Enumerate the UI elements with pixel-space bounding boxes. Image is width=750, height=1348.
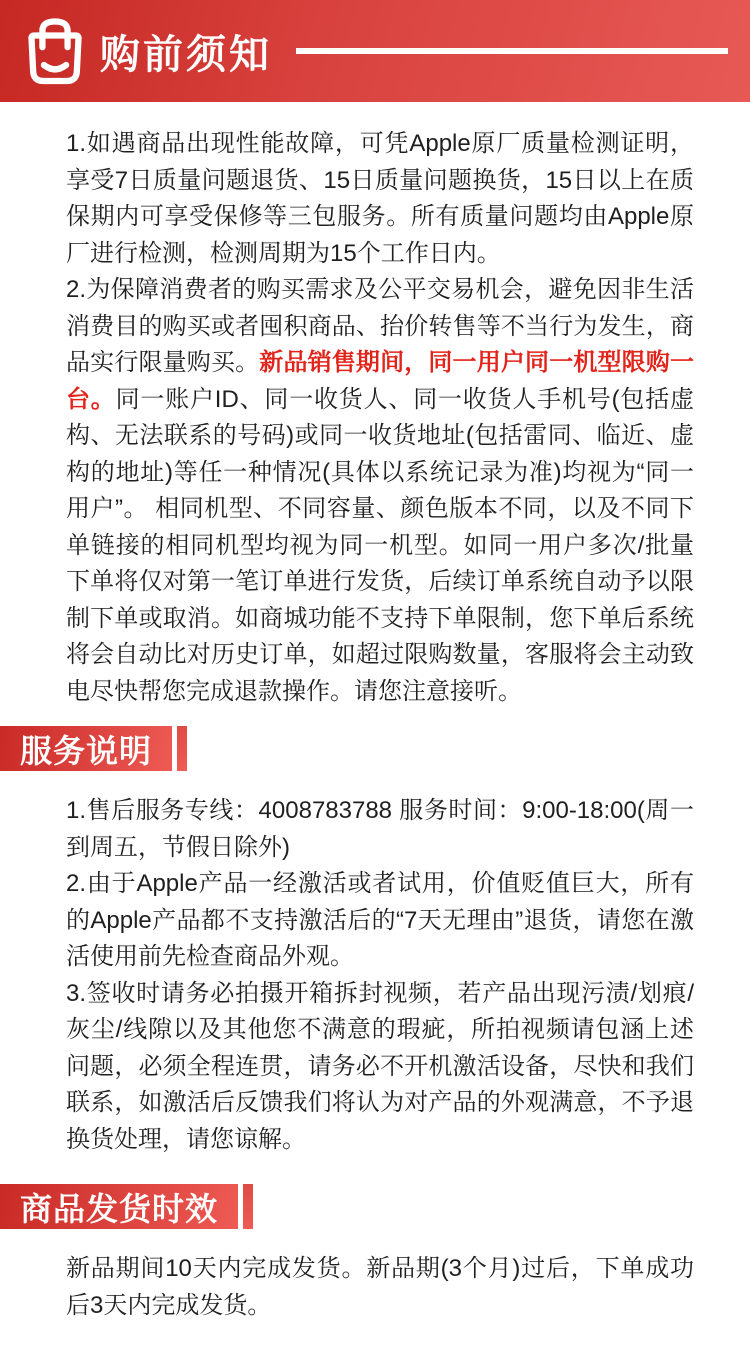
service-paragraph-hotline: 1.售后服务专线：4008783788 服务时间：9:00-18:00(周一到周五，节假日除外) <box>66 797 694 861</box>
service-section-banner <box>0 726 694 771</box>
notice-paragraph-limit <box>66 272 694 710</box>
service-paragraph-activation: 2.由于Apple产品一经激活或者试用，价值贬值巨大，所有的Apple产品都不支持激活后的“7天无理由”退货，请您在激活使用前先检查商品外观。 <box>66 870 694 970</box>
shipping-section-title: 商品发货时效 <box>0 1184 238 1229</box>
shipping-banner-accent-bar <box>243 1184 253 1229</box>
notice-limit-lead: 2.为保障消费者的购买需求及公平交易机会，避免因非生活消费目的购买或者囤积商品、抬价转售等不当行为发生，商品实行限量购买。 <box>66 276 694 376</box>
service-banner-accent-bar <box>177 726 187 771</box>
page-title: 购前须知 <box>100 32 272 77</box>
service-section-title: 服务说明 <box>0 726 172 771</box>
service-paragraph-unboxing: 3.签收时请务必拍摄开箱拆封视频，若产品出现污渍/划痕/灰尘/线隙以及其他您不满意的瑕疵，所拍视频请包涵上述问题，必须全程连贯，请务必不开机激活设备，尽快和我们联系，如激活后反馈我们将认为对产品的外观满意，不予退换货处理，请您谅解。 <box>66 979 694 1153</box>
notice-paragraph-quality: 1.如遇商品出现性能故障，可凭Apple原厂质量检测证明，享受7日质量问题退货、15日质量问题换货，15日以上在质保期内可享受保修等三包服务。所有质量问题均由Apple原厂进行检测，检测周期为15个工作日内。 <box>66 130 694 267</box>
pre-purchase-header <box>0 0 750 102</box>
notice-content <box>0 102 750 1348</box>
header-rule <box>296 48 728 54</box>
shipping-paragraph: 新品期间10天内完成发货。新品期(3个月)过后，下单成功后3天内完成发货。 <box>66 1255 694 1319</box>
shipping-section-banner <box>0 1184 694 1229</box>
notice-limit-rest: 同一账户ID、同一收货人、同一收货人手机号(包括虚构、无法联系的号码)或同一收货地址(包括雷同、临近、虚构的地址)等任一种情况(具体以系统记录为准)均视为“同一用户”。 相同机型、不同容量、颜色版本不同，以及不同下单链接的相同机型均视为同一机型。如同一用户多次/批量下单将仅对第一笔订单进行发货，后续订单系统自动予以限制下单或取消。如商城功能不支持下单限制，您下单后系统将会自动比对历史订单，如超过限购数量，客服将会主动致电尽快帮您完成退款操作。请您注意接听。 <box>66 385 694 705</box>
shopping-bag-icon <box>26 17 84 85</box>
purchase-limit-highlight: 新品销售期间，同一用户同一机型限购一台。 <box>66 349 694 413</box>
